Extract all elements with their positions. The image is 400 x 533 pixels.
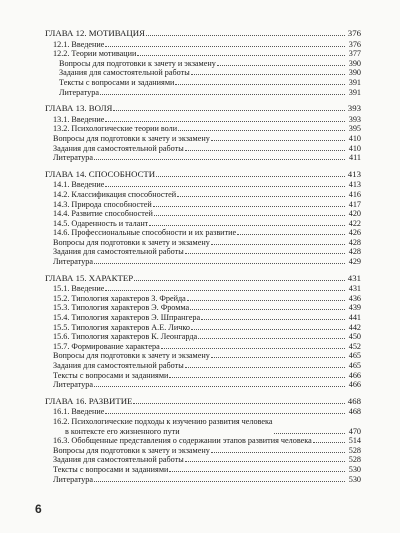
dot-leader	[187, 300, 345, 301]
toc-entry-page: 436	[348, 293, 361, 303]
toc-entry-page: 530	[348, 464, 361, 474]
table-of-contents	[45, 28, 361, 490]
dot-leader	[201, 319, 345, 320]
toc-entry	[45, 417, 361, 436]
toc-entry-page: 417	[348, 199, 361, 209]
toc-entry	[45, 455, 361, 465]
toc-entry-title: 14.5. Одаренность и талант	[53, 218, 149, 228]
toc-entry	[45, 134, 361, 144]
dot-leader	[198, 338, 345, 339]
dot-leader	[105, 186, 345, 187]
toc-entry-page: 428	[348, 237, 361, 247]
toc-entry-title: 12.2. Теории мотивации	[53, 49, 137, 59]
toc-entry	[45, 124, 361, 134]
toc-entry-title: 15.4. Типология характеров Э. Шпрангера	[53, 313, 201, 323]
toc-entry	[45, 407, 361, 417]
toc-entry	[45, 247, 361, 257]
chapter-heading	[45, 273, 361, 284]
toc-entry-page: 426	[348, 228, 361, 238]
toc-entry	[45, 88, 361, 98]
chapter-block	[45, 28, 361, 97]
toc-entry-page: 390	[348, 58, 361, 68]
toc-entry-title: Задания для самостоятельной работы	[53, 143, 184, 153]
dot-leader	[161, 348, 345, 349]
chapter-heading-page: 468	[347, 395, 361, 406]
toc-entry	[45, 144, 361, 154]
chapter-heading	[45, 169, 361, 180]
toc-entry	[45, 303, 361, 313]
toc-entry-title: Вопросы для подготовки к зачету и экзамену	[53, 133, 210, 143]
toc-entry-page: 528	[348, 445, 361, 455]
toc-entry-title: 15.3. Типология характеров Э. Фромма	[53, 303, 190, 313]
toc-entry	[45, 40, 361, 50]
chapter-heading-title: ГЛАВА 16. РАЗВИТИЕ	[45, 395, 133, 406]
chapter-heading-page: 413	[347, 168, 361, 179]
dot-leader	[217, 65, 345, 66]
toc-entry	[45, 361, 361, 371]
dot-leader	[211, 357, 345, 358]
toc-entry-title: Литература	[53, 153, 93, 163]
dot-leader	[105, 290, 345, 291]
chapter-heading-title: ГЛАВА 15. ХАРАКТЕР	[45, 272, 134, 283]
toc-entry-page: 465	[348, 361, 361, 370]
dot-leader	[133, 403, 345, 404]
toc-entry-title: Задания для самостоятельной работы	[53, 247, 184, 257]
toc-entry-page: 514	[348, 436, 361, 446]
toc-entry-page: 410	[348, 133, 361, 143]
chapter-heading-page: 431	[347, 272, 361, 283]
toc-entry-page: 465	[348, 351, 361, 361]
toc-entry-title: Тексты с вопросами и заданиями	[53, 464, 169, 474]
dot-leader	[313, 442, 345, 443]
toc-entry-title: 14.4. Развитие способностей	[53, 209, 153, 219]
toc-entry-page: 468	[348, 407, 361, 417]
dot-leader	[94, 481, 345, 482]
toc-entry	[45, 380, 361, 390]
toc-entry-page: 395	[348, 124, 361, 134]
toc-entry-page: 428	[348, 247, 361, 257]
chapter-heading-page: 393	[347, 103, 361, 114]
toc-entry	[45, 78, 361, 88]
toc-entry-page: 528	[348, 455, 361, 465]
page-number: 6	[35, 502, 42, 516]
toc-entry-title: Тексты с вопросами и заданиями	[53, 370, 169, 380]
toc-entry	[45, 59, 361, 69]
toc-entry	[45, 219, 361, 229]
dot-leader	[113, 110, 345, 111]
chapter-heading	[45, 396, 361, 407]
toc-entry-page: 411	[349, 153, 361, 163]
toc-entry	[45, 323, 361, 333]
dot-leader	[137, 55, 345, 56]
toc-entry-page: 376	[348, 39, 361, 49]
chapter-heading-title: ГЛАВА 13. ВОЛЯ	[45, 103, 113, 114]
chapter-block	[45, 396, 361, 484]
chapter-block	[45, 273, 361, 390]
toc-entry-page: 410	[348, 143, 361, 153]
chapter-heading-title: ГЛАВА 14. СПОСОБНОСТИ	[45, 168, 156, 179]
toc-entry-page: 391	[348, 77, 361, 87]
toc-entry	[45, 465, 361, 475]
toc-entry-title: Вопросы для подготовки к зачету и экзамену	[53, 351, 210, 361]
toc-entry-title: Вопросы для подготовки к зачету и экзамену	[59, 58, 216, 68]
toc-entry-title: Задания для самостоятельной работы	[53, 361, 184, 370]
toc-entry-page: 466	[348, 380, 361, 390]
toc-entry	[45, 209, 361, 219]
toc-entry-page: 442	[348, 322, 361, 332]
toc-entry-title: Литература	[53, 380, 93, 390]
dot-leader	[149, 225, 345, 226]
toc-entry-page: 422	[348, 218, 361, 228]
dot-leader	[94, 386, 345, 387]
toc-entry	[45, 49, 361, 59]
toc-entry	[45, 436, 361, 446]
toc-entry-title: Задания для самостоятельной работы	[53, 455, 184, 465]
dot-leader	[105, 121, 345, 122]
toc-entry-title: 13.2. Психологические теории воли	[53, 124, 178, 134]
toc-entry-page: 466	[348, 370, 361, 380]
toc-entry-page: 377	[348, 49, 361, 59]
dot-leader	[185, 150, 345, 151]
dot-leader	[100, 94, 345, 95]
dot-leader	[153, 206, 345, 207]
toc-entry-title-line2: в контексте его жизненного пути	[65, 426, 180, 436]
dot-leader	[175, 84, 345, 85]
toc-entry-title: 16.1. Введение	[53, 407, 105, 417]
chapter-heading-page: 376	[347, 28, 361, 38]
toc-entry	[45, 200, 361, 210]
toc-entry	[45, 294, 361, 304]
dot-leader	[169, 377, 345, 378]
toc-entry-page: 413	[348, 180, 361, 190]
toc-entry-title: 12.1. Введение	[53, 39, 105, 49]
dot-leader	[146, 35, 345, 36]
dot-leader	[185, 461, 345, 462]
toc-entry-page: 470	[348, 426, 361, 436]
toc-entry-title	[53, 417, 273, 436]
toc-entry	[45, 115, 361, 125]
dot-leader	[211, 452, 345, 453]
dot-leader	[156, 176, 345, 177]
toc-entry-title-line1: 16.2. Психологические подходы к изучению развития человека	[53, 416, 273, 426]
toc-entry-title: 14.2. Классификация способностей	[53, 189, 177, 199]
dot-leader	[134, 280, 345, 281]
dot-leader	[178, 130, 345, 131]
dot-leader	[154, 215, 345, 216]
toc-entry-page: 390	[348, 68, 361, 78]
dot-leader	[94, 263, 345, 264]
toc-entry	[45, 68, 361, 78]
toc-entry	[45, 257, 361, 267]
toc-entry-page: 450	[348, 332, 361, 342]
toc-entry	[45, 190, 361, 200]
toc-entry-title: Задания для самостоятельной работы	[59, 68, 190, 78]
toc-entry	[45, 153, 361, 163]
chapter-heading-title: ГЛАВА 12. МОТИВАЦИЯ	[45, 28, 145, 38]
toc-entry-page: 530	[348, 474, 361, 484]
chapter-block	[45, 103, 361, 163]
dot-leader	[94, 159, 345, 160]
toc-entry-title: 15.5. Типология характеров А.Е. Личко	[53, 322, 190, 332]
toc-entry-title: 15.2. Типология характеров З. Фрейда	[53, 293, 186, 303]
toc-entry-title: 15.1. Введение	[53, 284, 105, 294]
toc-entry-title: Литература	[53, 257, 93, 267]
toc-entry	[45, 342, 361, 352]
toc-entry-title: Вопросы для подготовки к зачету и экзамену	[53, 237, 210, 247]
toc-entry-title: 15.6. Типология характеров К. Леонгарда	[53, 332, 198, 342]
toc-entry-page: 452	[348, 341, 361, 351]
dot-leader	[105, 413, 345, 414]
toc-entry-title: 14.3. Природа способностей	[53, 199, 152, 209]
toc-entry-page: 441	[348, 313, 361, 323]
chapter-block	[45, 169, 361, 267]
toc-entry-title: 14.1. Введение	[53, 180, 105, 190]
toc-entry-title: 15.7. Формирование характера	[53, 341, 160, 351]
toc-entry-title: Вопросы для подготовки к зачету и экзамену	[53, 445, 210, 455]
toc-entry-page: 391	[348, 87, 361, 97]
toc-entry	[45, 180, 361, 190]
dot-leader	[177, 196, 345, 197]
toc-entry-page: 429	[348, 257, 361, 267]
toc-entry-title: Литература	[53, 474, 93, 484]
dot-leader	[105, 46, 345, 47]
chapter-heading	[45, 103, 361, 114]
toc-entry-page: 420	[348, 209, 361, 219]
toc-entry	[45, 313, 361, 323]
dot-leader	[185, 367, 345, 368]
toc-entry-title: 14.6. Профессиональные способности и их развитие	[53, 228, 237, 238]
toc-entry-title: 13.1. Введение	[53, 114, 105, 124]
dot-leader	[274, 433, 345, 434]
toc-entry	[45, 351, 361, 361]
dot-leader	[211, 244, 345, 245]
toc-entry	[45, 228, 361, 238]
toc-entry	[45, 446, 361, 456]
toc-entry-page: 431	[348, 284, 361, 294]
toc-entry	[45, 238, 361, 248]
toc-entry	[45, 332, 361, 342]
dot-leader	[185, 253, 345, 254]
toc-entry-page: 393	[348, 114, 361, 124]
dot-leader	[169, 471, 345, 472]
dot-leader	[237, 234, 345, 235]
dot-leader	[211, 140, 345, 141]
toc-entry	[45, 475, 361, 485]
toc-entry-title: Тексты с вопросами и заданиями	[59, 77, 175, 87]
toc-entry-page: 439	[348, 303, 361, 313]
toc-entry-page: 416	[348, 189, 361, 199]
dot-leader	[191, 329, 345, 330]
toc-entry	[45, 371, 361, 381]
toc-entry	[45, 284, 361, 294]
dot-leader	[191, 74, 345, 75]
chapter-heading	[45, 28, 361, 39]
dot-leader	[190, 309, 345, 310]
toc-entry-title: Литература	[59, 87, 99, 97]
toc-entry-title: 16.3. Обобщенные представления о содержании этапов развития человека	[53, 436, 312, 446]
